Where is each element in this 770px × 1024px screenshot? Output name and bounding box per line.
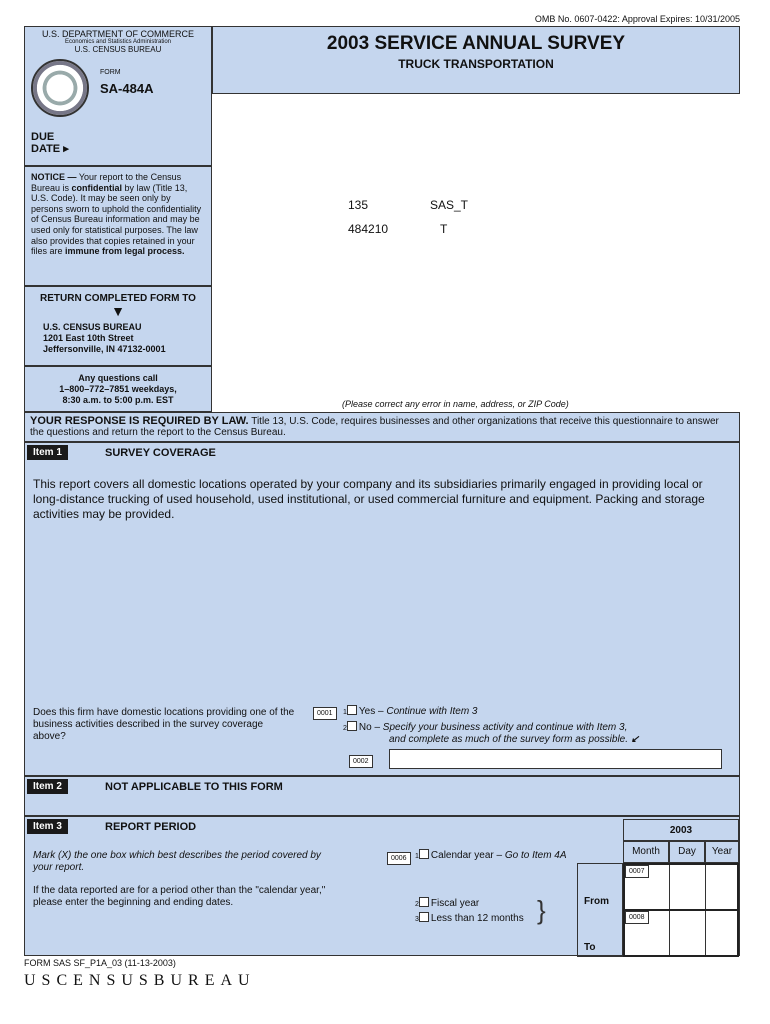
opt2-num: 2 [343,725,347,732]
no-checkbox[interactable] [347,721,357,731]
dept-name: U.S. DEPARTMENT OF COMMERCE [41,29,194,39]
item1-code-0001: 0001 [313,707,337,720]
questions-line1: Any questions call [78,373,158,383]
item1-option-no[interactable] [343,721,627,733]
from-year-input[interactable] [706,865,737,909]
less-num: 3 [415,916,419,923]
form-label: FORM [100,69,121,76]
year-header [623,819,739,841]
fiscal-num: 2 [415,901,419,908]
label-naics: 484210 [348,222,389,236]
survey-title: 2003 SERVICE ANNUAL SURVEY [326,33,626,54]
cal-instr: Go to Item 4A [502,850,567,861]
fiscal-year-checkbox[interactable] [419,897,429,907]
less-than-12-checkbox[interactable] [419,912,429,922]
item3-section [24,816,740,956]
form-id: FORM SAS SF_P1A_03 (11-13-2003) [24,958,176,968]
opt2-label: No – [358,722,381,733]
date-grid [623,863,739,957]
return-line3: Jeffersonville, IN 47132-0001 [43,344,166,354]
due-date-label [31,131,69,155]
return-heading: RETURN COMPLETED FORM TO [40,293,196,304]
from-to-labels [577,863,623,957]
item1-body: This report covers all domestic locations operated by your company and its subsidiaries primarily engaged in providing local or long-distance trucking of used household, used institutional, or used commercial furniture and equipment. Packing and storage activities may be provided. [33,477,705,521]
opt2-instr2-text: and complete as much of the survey form as possible. [389,734,629,745]
notice-text1: Your report to the Census Bureau is [31,172,182,193]
questions-line3: 8:30 a.m. to 5:00 p.m. EST [62,395,174,405]
cal-num: 1 [415,853,419,860]
agency-header-box [24,26,212,166]
response-text: Title 13, U.S. Code, requires businesses and other organizations that receive this questionnaire to answer the questions and return the report to the Census Bureau. [30,416,719,438]
brace-icon: } [537,895,546,925]
calendar-year-checkbox[interactable] [419,849,429,859]
item2-tag: Item 2 [27,779,68,794]
confidentiality-notice [24,166,212,286]
less-than-12-option[interactable] [415,912,524,924]
item1-tag: Item 1 [27,445,68,460]
year-value: 2003 [669,825,693,836]
notice-bold2: immune from legal process. [65,246,185,257]
arrow-diagonal-icon: ↙ [630,734,640,745]
opt1-num: 1 [343,709,347,716]
survey-subtitle: TRUCK TRANSPORTATION [398,57,554,71]
to-year-input[interactable] [706,911,737,955]
item3-tag: Item 3 [27,819,68,834]
cal-label: Calendar year – [430,850,503,861]
label-form-code: SAS_T [430,198,469,212]
response-required-box [24,412,740,442]
to-month-input[interactable] [625,911,669,955]
due-line2: DATE [31,143,61,155]
due-line1: DUE [31,131,55,143]
item1-section [24,442,740,776]
correct-address-note: (Please correct any error in name, address, or ZIP Code) [342,399,569,409]
item1-code-0002: 0002 [349,755,373,768]
code-0007: 0007 [625,865,649,878]
arrow-down-icon: ▼ [111,303,125,319]
fiscal-year-option[interactable] [415,897,479,909]
label-type: T [440,222,448,236]
business-activity-input[interactable] [389,749,722,769]
omb-number: OMB No. 0607-0422: Approval Expires: 10/31/2005 [534,14,740,24]
questions-line2: 1–800–772–7851 weekdays, [59,384,177,394]
from-month-input[interactable] [625,865,669,909]
opt1-label: Yes – [358,706,384,717]
bureau-name: U.S. CENSUS BUREAU [74,45,162,54]
less-label: Less than 12 months [430,913,524,924]
census-bureau-logo: USCENSUSBUREAU [24,972,256,989]
fiscal-label: Fiscal year [430,898,480,909]
form-number: SA-484A [100,81,154,96]
return-address-box [24,286,212,366]
item3-instr1: Mark (X) the one box which best describes the period covered by your report. [33,850,321,873]
opt1-instr: Continue with Item 3 [383,706,478,717]
response-bold: YOUR RESPONSE IS REQUIRED BY LAW. [30,415,249,427]
return-line1: U.S. CENSUS BUREAU [43,322,142,332]
from-label: From [584,896,609,907]
code-0008: 0008 [625,911,649,924]
title-box [212,26,740,94]
arrow-right-icon: ▸ [63,143,69,155]
label-id: 135 [348,198,369,212]
item1-option-yes[interactable] [343,705,478,717]
item3-instr2: If the data reported are for a period other than the "calendar year," please enter the beginning and ending dates. [33,885,326,908]
item3-heading: REPORT PERIOD [105,821,197,833]
questions-box [24,366,212,412]
calendar-year-option[interactable] [415,849,567,861]
yes-checkbox[interactable] [347,705,357,715]
item1-heading: SURVEY COVERAGE [105,447,216,459]
to-label: To [584,942,596,953]
from-day-input[interactable] [670,865,705,909]
notice-lead: NOTICE — [31,172,77,182]
opt2-instr: Specify your business activity and continue with Item 3, [380,722,628,733]
notice-bold1: confidential [71,182,123,193]
col-month: Month [623,841,669,863]
return-line2: 1201 East 10th Street [43,333,134,343]
census-seal-icon [31,59,89,117]
esa-name: Economics and Statistics Administration [64,39,172,45]
item1-opt2-instr2 [389,734,639,745]
item3-code-0006: 0006 [387,852,411,865]
item2-heading: NOT APPLICABLE TO THIS FORM [105,781,283,793]
item1-question: Does this firm have domestic locations providing one of the business activities described in the survey coverage above? [33,707,295,742]
notice-text2: by law (Title 13, U.S. Code). It may be seen only by persons sworn to uphold the confidentiality of Census Bureau information and may be used only for statistical purposes. The law also provides that copies retained in your files are [31,182,202,257]
to-day-input[interactable] [670,911,705,955]
item2-section [24,776,740,816]
col-year: Year [705,841,739,863]
col-day: Day [669,841,705,863]
